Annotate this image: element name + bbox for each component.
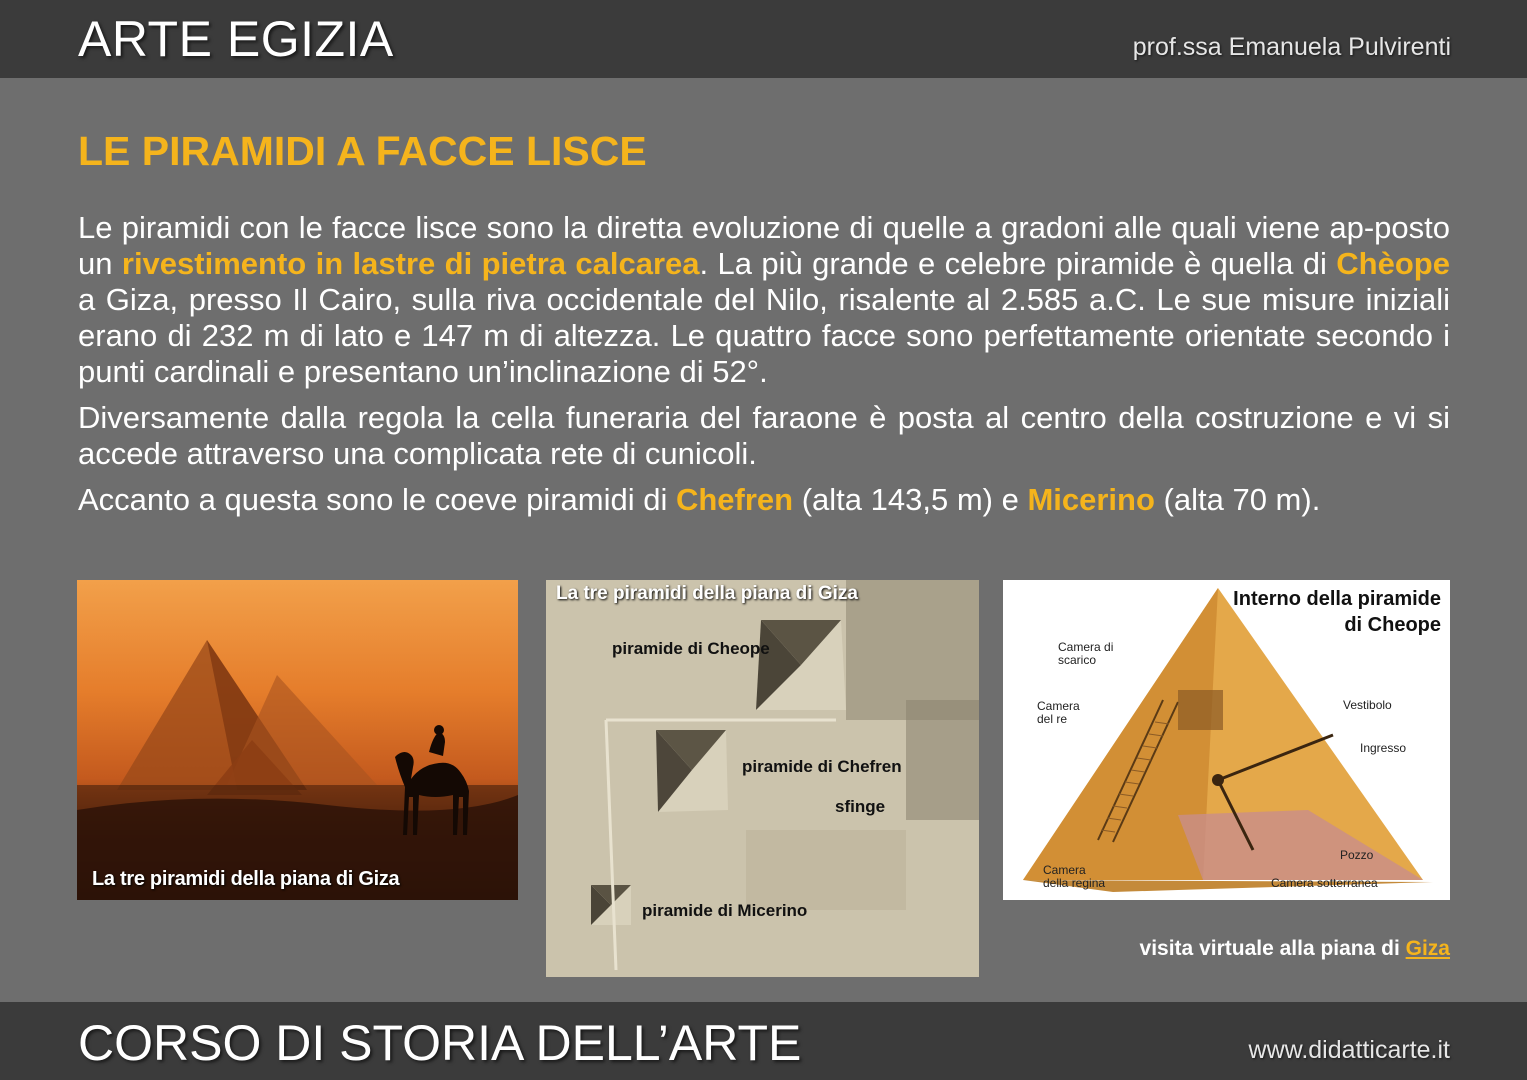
highlight-micerino: Micerino xyxy=(1027,482,1155,517)
highlight-cheope: Chèope xyxy=(1336,246,1450,281)
map-label-sfinge: sfinge xyxy=(835,797,886,816)
label-pozzo: Pozzo xyxy=(1340,848,1374,862)
section-title: LE PIRAMIDI A FACCE LISCE xyxy=(78,128,647,174)
header-author: prof.ssa Emanuela Pulvirenti xyxy=(1132,33,1451,61)
paragraph-2: Diversamente dalla regola la cella funeraria del faraone è posta al centro della costruzione e vi si accede attraverso una complicata rete di cunicoli. xyxy=(78,400,1450,471)
label-camera-scarico: Camera di scarico xyxy=(1058,640,1114,667)
pyramids-sunset-illustration xyxy=(77,580,518,900)
label-vestibolo: Vestibolo xyxy=(1343,698,1392,712)
label-ingresso: Ingresso xyxy=(1360,741,1407,755)
header-title: ARTE EGIZIA xyxy=(78,11,394,67)
footer-bar xyxy=(0,1002,1527,1080)
label-camera-regina: Camera della regina xyxy=(1043,863,1106,890)
label-camera-sotterranea: Camera sotterranea xyxy=(1271,876,1378,890)
body-text xyxy=(78,210,1450,528)
footer-title: CORSO DI STORIA DELL’ARTE xyxy=(78,1015,802,1071)
diagram-title-line1: Interno della piramide xyxy=(1233,588,1441,610)
highlight-rivestimento: rivestimento in lastre di pietra calcarea xyxy=(121,246,700,281)
highlight-chefren: Chefren xyxy=(675,482,794,517)
map-label-cheope: piramide di Cheope xyxy=(612,639,770,658)
photo-giza-sunset xyxy=(77,580,518,900)
virtual-tour: visita virtuale alla piana di Giza xyxy=(1139,937,1450,960)
label-camera-re: Camera del re xyxy=(1037,699,1080,726)
footer-website[interactable]: www.didatticarte.it xyxy=(1248,1036,1450,1064)
header-bar xyxy=(0,0,1527,78)
virtual-tour-link-giza[interactable]: Giza xyxy=(1405,937,1450,960)
map-title: La tre piramidi della piana di Giza xyxy=(556,583,858,604)
map-label-micerino: piramide di Micerino xyxy=(642,901,808,920)
diagram-title-line2: di Cheope xyxy=(1344,614,1441,636)
paragraph-3: Accanto a questa sono le coeve piramidi di Chefren (alta 143,5 m) e Micerino (alta 70 m). xyxy=(78,482,1321,517)
photo-caption: La tre piramidi della piana di Giza xyxy=(92,868,400,890)
map-label-chefren: piramide di Chefren xyxy=(742,757,902,776)
paragraph-1: Le piramidi con le facce lisce sono la diretta evoluzione di quelle a gradoni alle quali viene ap-posto un rivestimento in lastre di pietra calcarea. La più grande e celebre piramide è quella di Chèope a Giza, presso Il Cairo, sulla riva occidentale del Nilo, risalente al 2.585 a.C. Le sue misure iniziali erano di 232 m di lato e 147 m di altezza. Le quattro facce sono perfettamente orientate secondo i punti cardinali e presentano un’inclinazione di 52°. xyxy=(78,210,1450,389)
